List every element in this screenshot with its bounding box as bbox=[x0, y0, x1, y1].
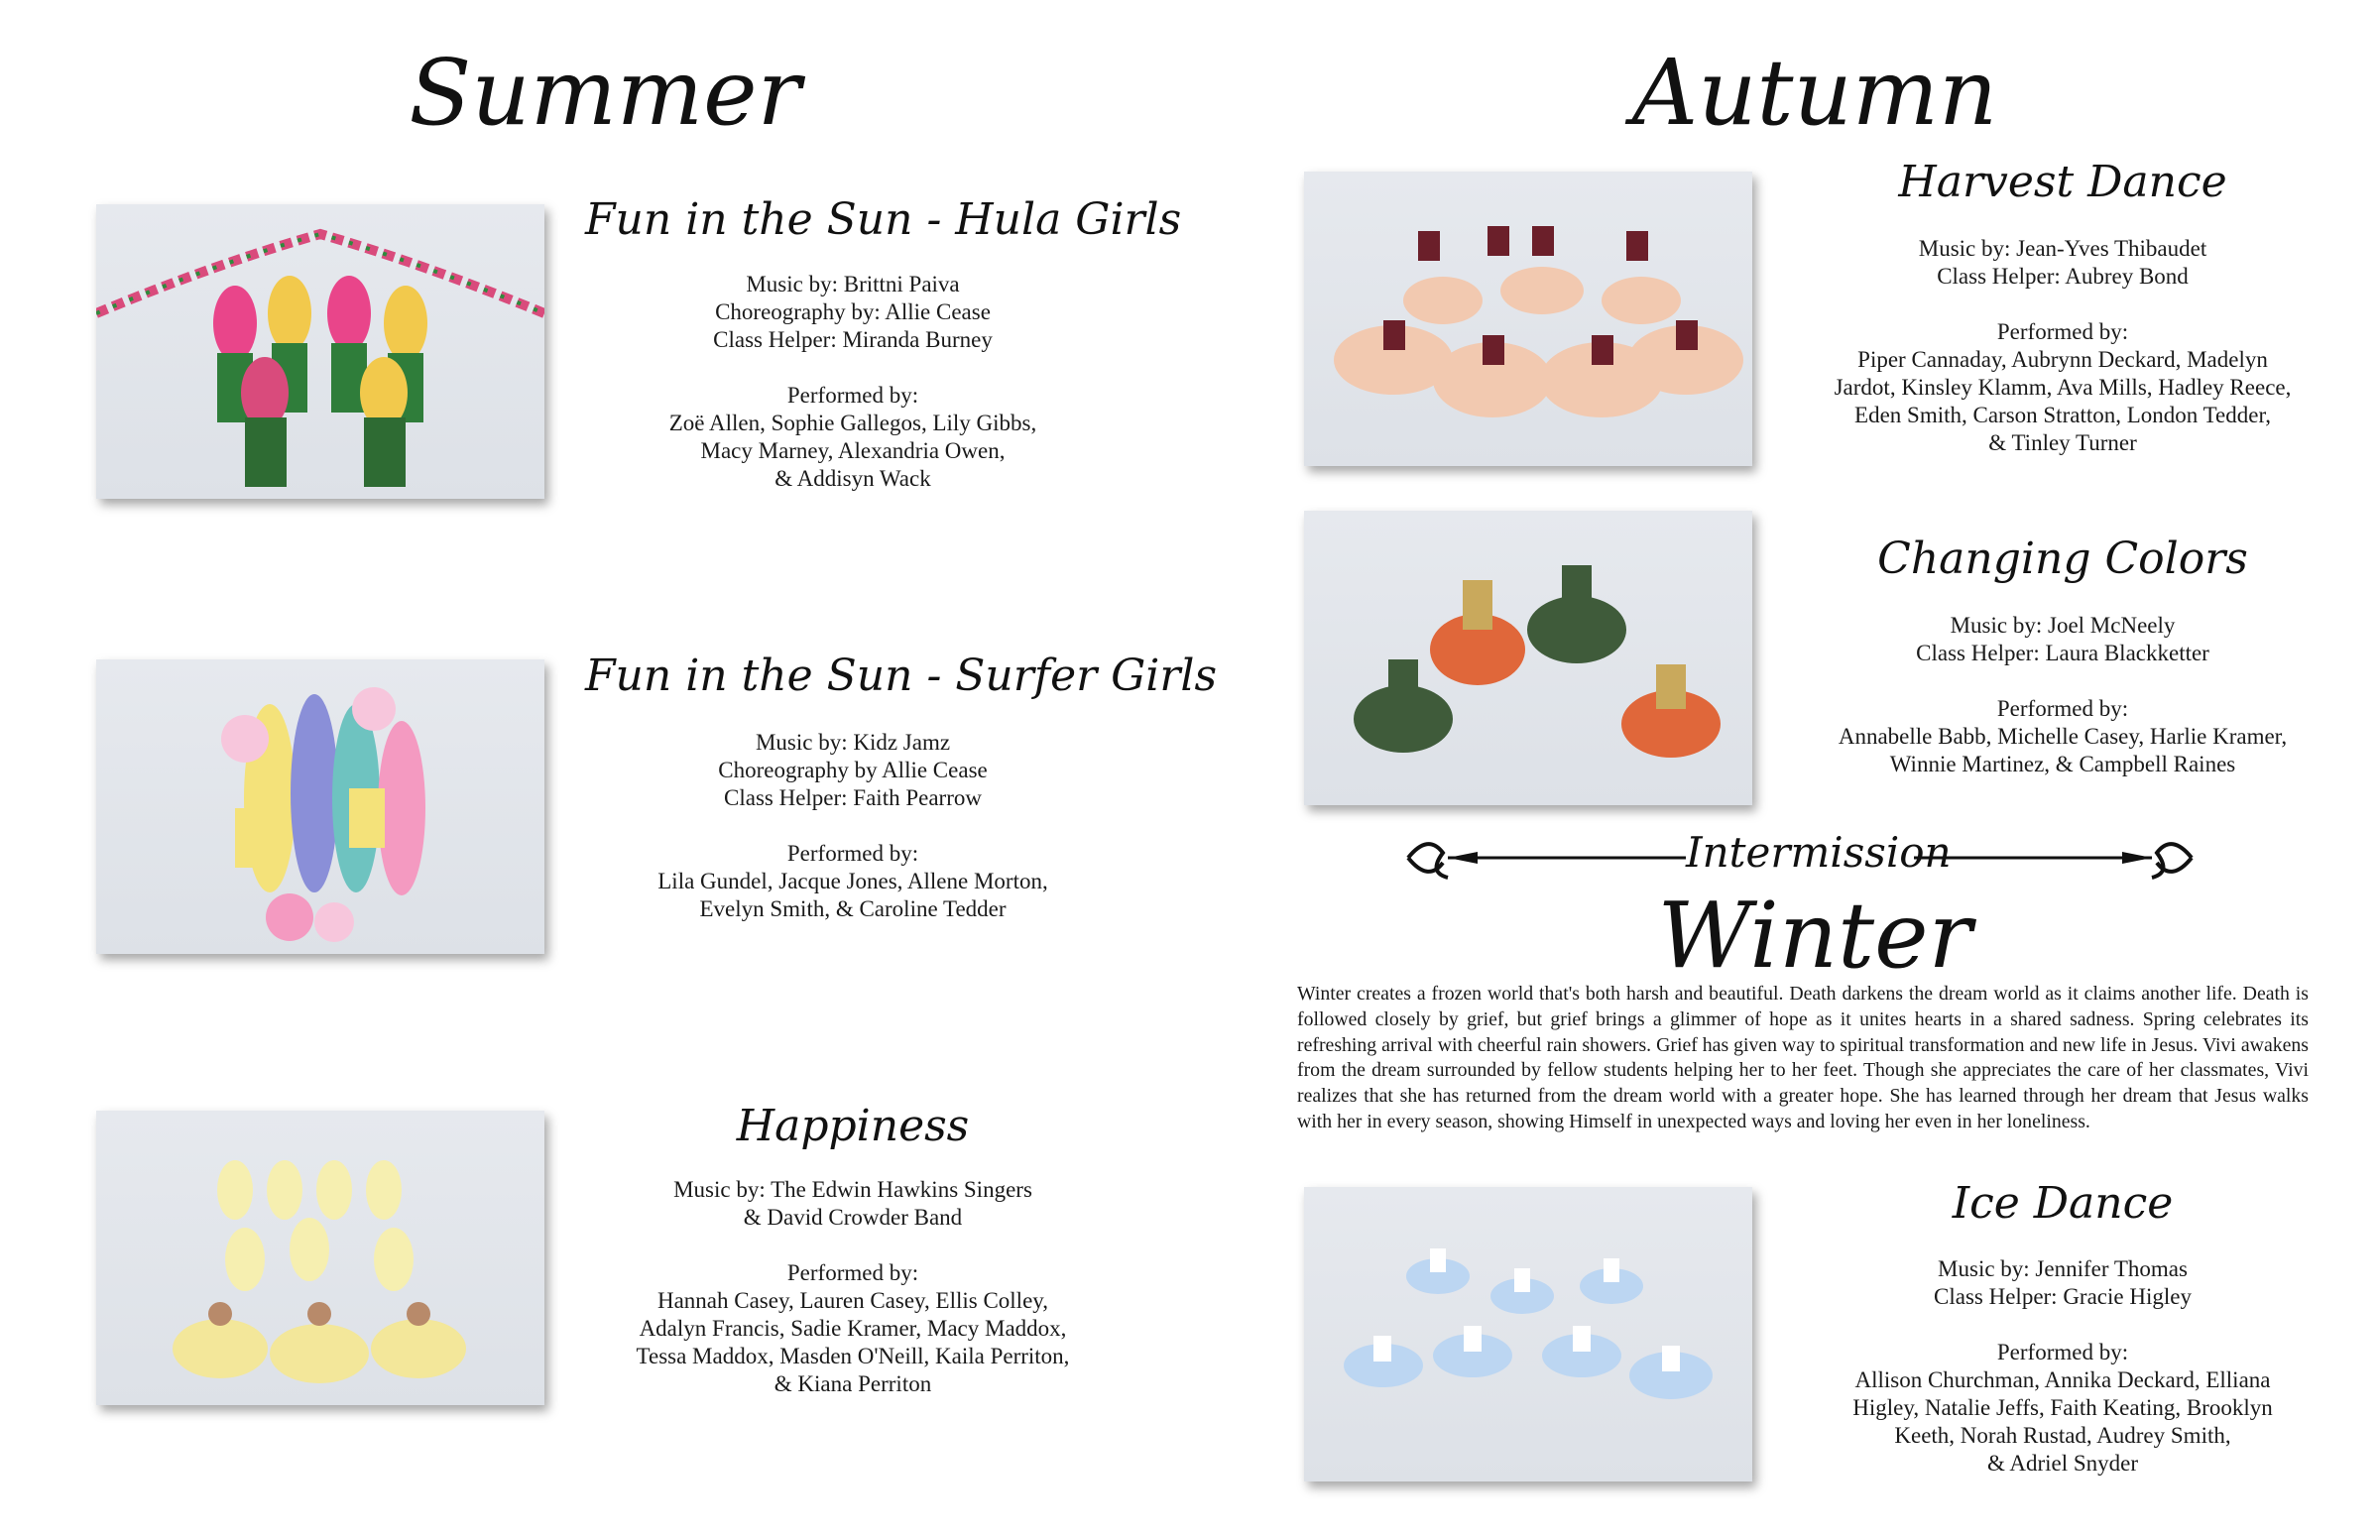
credit-line: Music by: Jean-Yves Thibaudet bbox=[1918, 236, 2207, 261]
performer-line: Evelyn Smith, & Caroline Tedder bbox=[699, 896, 1007, 921]
hula-girls-photo bbox=[96, 204, 544, 499]
ice-dance-image bbox=[1304, 1187, 1752, 1481]
happiness-photo bbox=[96, 1111, 544, 1405]
intermission-label: Intermission bbox=[1686, 828, 1952, 877]
performer-line: Zoë Allen, Sophie Gallegos, Lily Gibbs, bbox=[668, 411, 1037, 435]
credit-line: Class Helper: Miranda Burney bbox=[713, 327, 993, 352]
performed-label: Performed by: bbox=[1996, 1340, 2129, 1364]
performer-line: Winnie Martinez, & Campbell Raines bbox=[1889, 752, 2236, 776]
performer-line: & Kiana Perriton bbox=[774, 1371, 932, 1396]
hula-girls-info bbox=[605, 271, 1101, 493]
credit-line: Music by: Brittni Paiva bbox=[746, 272, 960, 296]
performer-line: Adalyn Francis, Sadie Kramer, Macy Maddox, bbox=[639, 1316, 1067, 1341]
hula-girls-image bbox=[96, 204, 544, 499]
performer-line: Eden Smith, Carson Stratton, London Tedder, bbox=[1854, 403, 2271, 427]
credit-line: Music by: Jennifer Thomas bbox=[1938, 1256, 2188, 1281]
ice-dance-info bbox=[1785, 1255, 2340, 1478]
surfer-girls-photo bbox=[96, 659, 544, 954]
changing-colors-photo bbox=[1304, 511, 1752, 805]
happiness-title: Happiness bbox=[736, 1101, 970, 1151]
performer-line: & Addisyn Wack bbox=[774, 466, 931, 491]
credit-line: Class Helper: Faith Pearrow bbox=[724, 785, 982, 810]
winter-heading: Winter bbox=[1657, 883, 1972, 989]
credit-line: Music by: Joel McNeely bbox=[1950, 613, 2176, 638]
performer-line: Higley, Natalie Jeffs, Faith Keating, Brooklyn bbox=[1852, 1395, 2273, 1420]
credit-line: Choreography by: Allie Cease bbox=[715, 299, 991, 324]
happiness-image bbox=[96, 1111, 544, 1405]
performed-label: Performed by: bbox=[1996, 319, 2129, 344]
performer-line: Macy Marney, Alexandria Owen, bbox=[700, 438, 1006, 463]
credit-line: & David Crowder Band bbox=[743, 1205, 963, 1230]
credit-line: Music by: Kidz Jamz bbox=[755, 730, 951, 755]
surfer-girls-title: Fun in the Sun - Surfer Girls bbox=[585, 651, 1218, 701]
surfer-girls-image bbox=[96, 659, 544, 954]
harvest-dance-image bbox=[1304, 172, 1752, 466]
performed-label: Performed by: bbox=[786, 1260, 919, 1285]
summer-heading: Summer bbox=[409, 40, 801, 146]
credit-line: Class Helper: Aubrey Bond bbox=[1937, 264, 2189, 289]
performer-line: & Tinley Turner bbox=[1988, 430, 2137, 455]
performed-label: Performed by: bbox=[786, 383, 919, 408]
performer-line: Jardot, Kinsley Klamm, Ava Mills, Hadley Reece, bbox=[1834, 375, 2292, 400]
performer-line: Piper Cannaday, Aubrynn Deckard, Madelyn bbox=[1857, 347, 2268, 372]
credit-line: Class Helper: Gracie Higley bbox=[1934, 1284, 2192, 1309]
autumn-heading: Autumn bbox=[1631, 40, 1998, 146]
performer-line: Allison Churchman, Annika Deckard, Elliana bbox=[1854, 1367, 2271, 1392]
changing-colors-info bbox=[1785, 612, 2340, 778]
credit-line: Class Helper: Laura Blackketter bbox=[1916, 641, 2209, 665]
performed-label: Performed by: bbox=[786, 841, 919, 866]
changing-colors-title: Changing Colors bbox=[1877, 533, 2248, 584]
ice-dance-photo bbox=[1304, 1187, 1752, 1481]
harvest-dance-photo bbox=[1304, 172, 1752, 466]
surfer-girls-info bbox=[605, 729, 1101, 923]
performer-line: Keeth, Norah Rustad, Audrey Smith, bbox=[1894, 1423, 2231, 1448]
happiness-info bbox=[585, 1176, 1121, 1398]
harvest-dance-title: Harvest Dance bbox=[1898, 157, 2227, 207]
credit-line: Music by: The Edwin Hawkins Singers bbox=[673, 1177, 1032, 1202]
performer-line: Hannah Casey, Lauren Casey, Ellis Colley, bbox=[656, 1288, 1049, 1313]
performer-line: Annabelle Babb, Michelle Casey, Harlie Kramer, bbox=[1838, 724, 2288, 749]
credit-line: Choreography by Allie Cease bbox=[718, 758, 988, 782]
performer-line: & Adriel Snyder bbox=[1986, 1451, 2139, 1476]
performer-line: Tessa Maddox, Masden O'Neill, Kaila Perriton, bbox=[636, 1344, 1070, 1368]
ice-dance-title: Ice Dance bbox=[1952, 1178, 2174, 1229]
changing-colors-image bbox=[1304, 511, 1752, 805]
winter-description: Winter creates a frozen world that's both harsh and beautiful. Death darkens the dream world as it claims another life. Death is followed closely by grief, but grief brings a glimmer of hope as it unites hearts in a shared sadness. Spring celebrates its refreshing arrival with cheerful rain showers. Grief has given way to spiritual transformation and new life in Jesus. Vivi awakens from the dream surrounded by fellow students helping her to her feet. Though she appreciates the care of her classmates, Vivi realizes that she has returned from the dream world with a greater hope. She has learned through her dream that Jesus walks with her in every season, showing Himself in unexpected ways and loving her even in her loneliness. bbox=[1297, 983, 2309, 1132]
performed-label: Performed by: bbox=[1996, 696, 2129, 721]
hula-girls-title: Fun in the Sun - Hula Girls bbox=[585, 194, 1182, 245]
harvest-dance-info bbox=[1785, 235, 2340, 457]
performer-line: Lila Gundel, Jacque Jones, Allene Morton, bbox=[657, 869, 1048, 893]
